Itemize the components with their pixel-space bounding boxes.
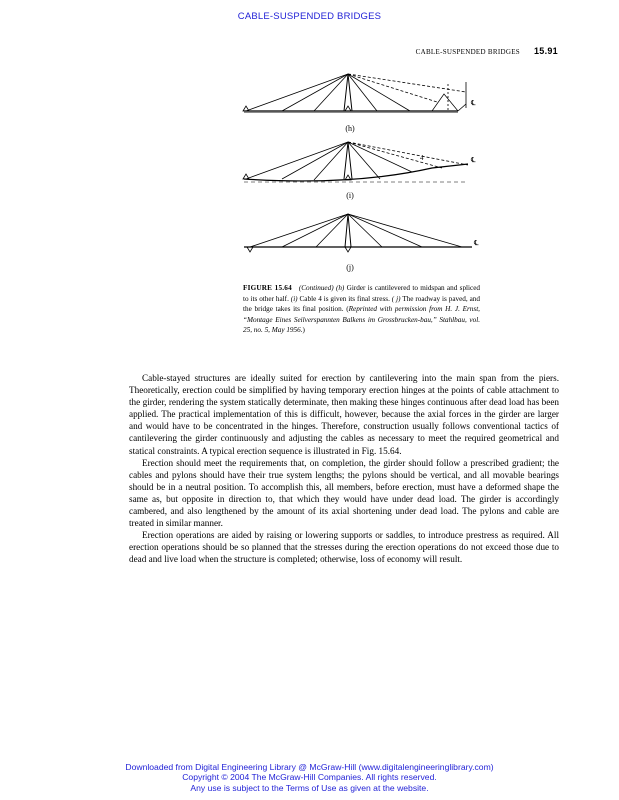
bridge-erection-diagram — [232, 64, 492, 282]
footer-terms-link[interactable]: Any use is subject to the Terms of Use as given at the website. — [190, 782, 429, 793]
panel-h-drawing — [243, 74, 466, 112]
caption-text-h: Girder is cantilevered to midspan and spliced to its other half. — [243, 284, 481, 303]
panel-label-h: (h) — [345, 124, 355, 133]
paragraph-2: Erection should meet the requirements that, on completion, the girder should follow a prescribed gradient; the cables and pylons should have their true system lengths; the pylons should be vertical, and all movable bearings should be in a neutral position. To accomplish this, all members, before erection, must have a deformed shape the same as, but opposite in direction to, that which they would have under dead load. The girder is accordingly cambered, and also lengthened by the amount of its axial shortening under dead load. The pylons and cable are treated in similar manner. — [129, 457, 559, 529]
panel-label-j: (j) — [346, 263, 354, 272]
figure-15-64 — [232, 64, 492, 282]
footer-copyright: Copyright © 2004 The McGraw-Hill Companies. All rights reserved. — [182, 772, 437, 783]
caption-part-i: (i) — [290, 294, 298, 303]
cable-4-label: 4 — [420, 154, 424, 162]
caption-continued: (Continued) — [298, 284, 334, 292]
centerline-mark-j: ℄ — [474, 239, 479, 247]
caption-text-j: The roadway is paved, and the bridge takes its final position. ( — [243, 294, 480, 314]
paragraph-3: Erection operations are aided by raising or lowering supports or saddles, to introduce prestress as required. All erection operations should be so planned that the stresses during the erection operations do not exceed those due to dead and live load when the structure is completed; otherwise, loss of economy will result. — [129, 530, 559, 565]
footer-download-link[interactable]: Downloaded from Digital Engineering Library @ McGraw-Hill (www.digitalengineeringlibrary.com) — [125, 762, 494, 772]
body-text — [129, 372, 559, 566]
caption-part-h: (h) — [335, 284, 345, 292]
caption-label: FIGURE 15.64 — [243, 284, 292, 292]
header-banner: CABLE-SUSPENDED BRIDGES — [237, 11, 382, 22]
running-head — [416, 46, 558, 56]
caption-text-i: Cable 4 is given its final stress. — [297, 294, 392, 303]
panel-label-i: (i) — [346, 191, 354, 200]
page-number: 15.91 — [533, 46, 558, 56]
footer — [0, 762, 619, 793]
panel-j-drawing — [244, 214, 472, 252]
running-head-title: CABLE-SUSPENDED BRIDGES — [415, 48, 520, 56]
figure-caption — [243, 283, 480, 336]
paragraph-1: Cable-stayed structures are ideally suited for erection by cantilevering into the main span from the piers. Theoretically, erection could be simplified by having temporary erection hinges at the points of cable attachment to the girder, rendering the system statically determinate, then making these hinges continuous after dead load has been applied. The practical implementation of this is difficult, however, because the axial forces in the girder are larger and would have to be concentrated in the hinges. Therefore, construction usually follows conventional tactics of cantilevering the girder continuously and adjusting the cables as necessary to meet the required geometrical and statical constraints. A typical erection sequence is illustrated in Fig. 15.64. — [129, 373, 559, 456]
caption-reprint-credit: Reprinted with permission from H. J. Ernst, “Montage Eines Seilverspannten Balkens im Grossbrucken-bau,” Stahlbau, vol. 25, no. 5, May 1956. — [243, 305, 480, 335]
centerline-mark-i: ℄ — [471, 156, 476, 164]
caption-close: ) — [302, 326, 305, 335]
centerline-mark-h: ℄ — [471, 99, 476, 107]
caption-part-j: ( j) — [391, 294, 401, 303]
panel-i-drawing — [243, 142, 468, 182]
